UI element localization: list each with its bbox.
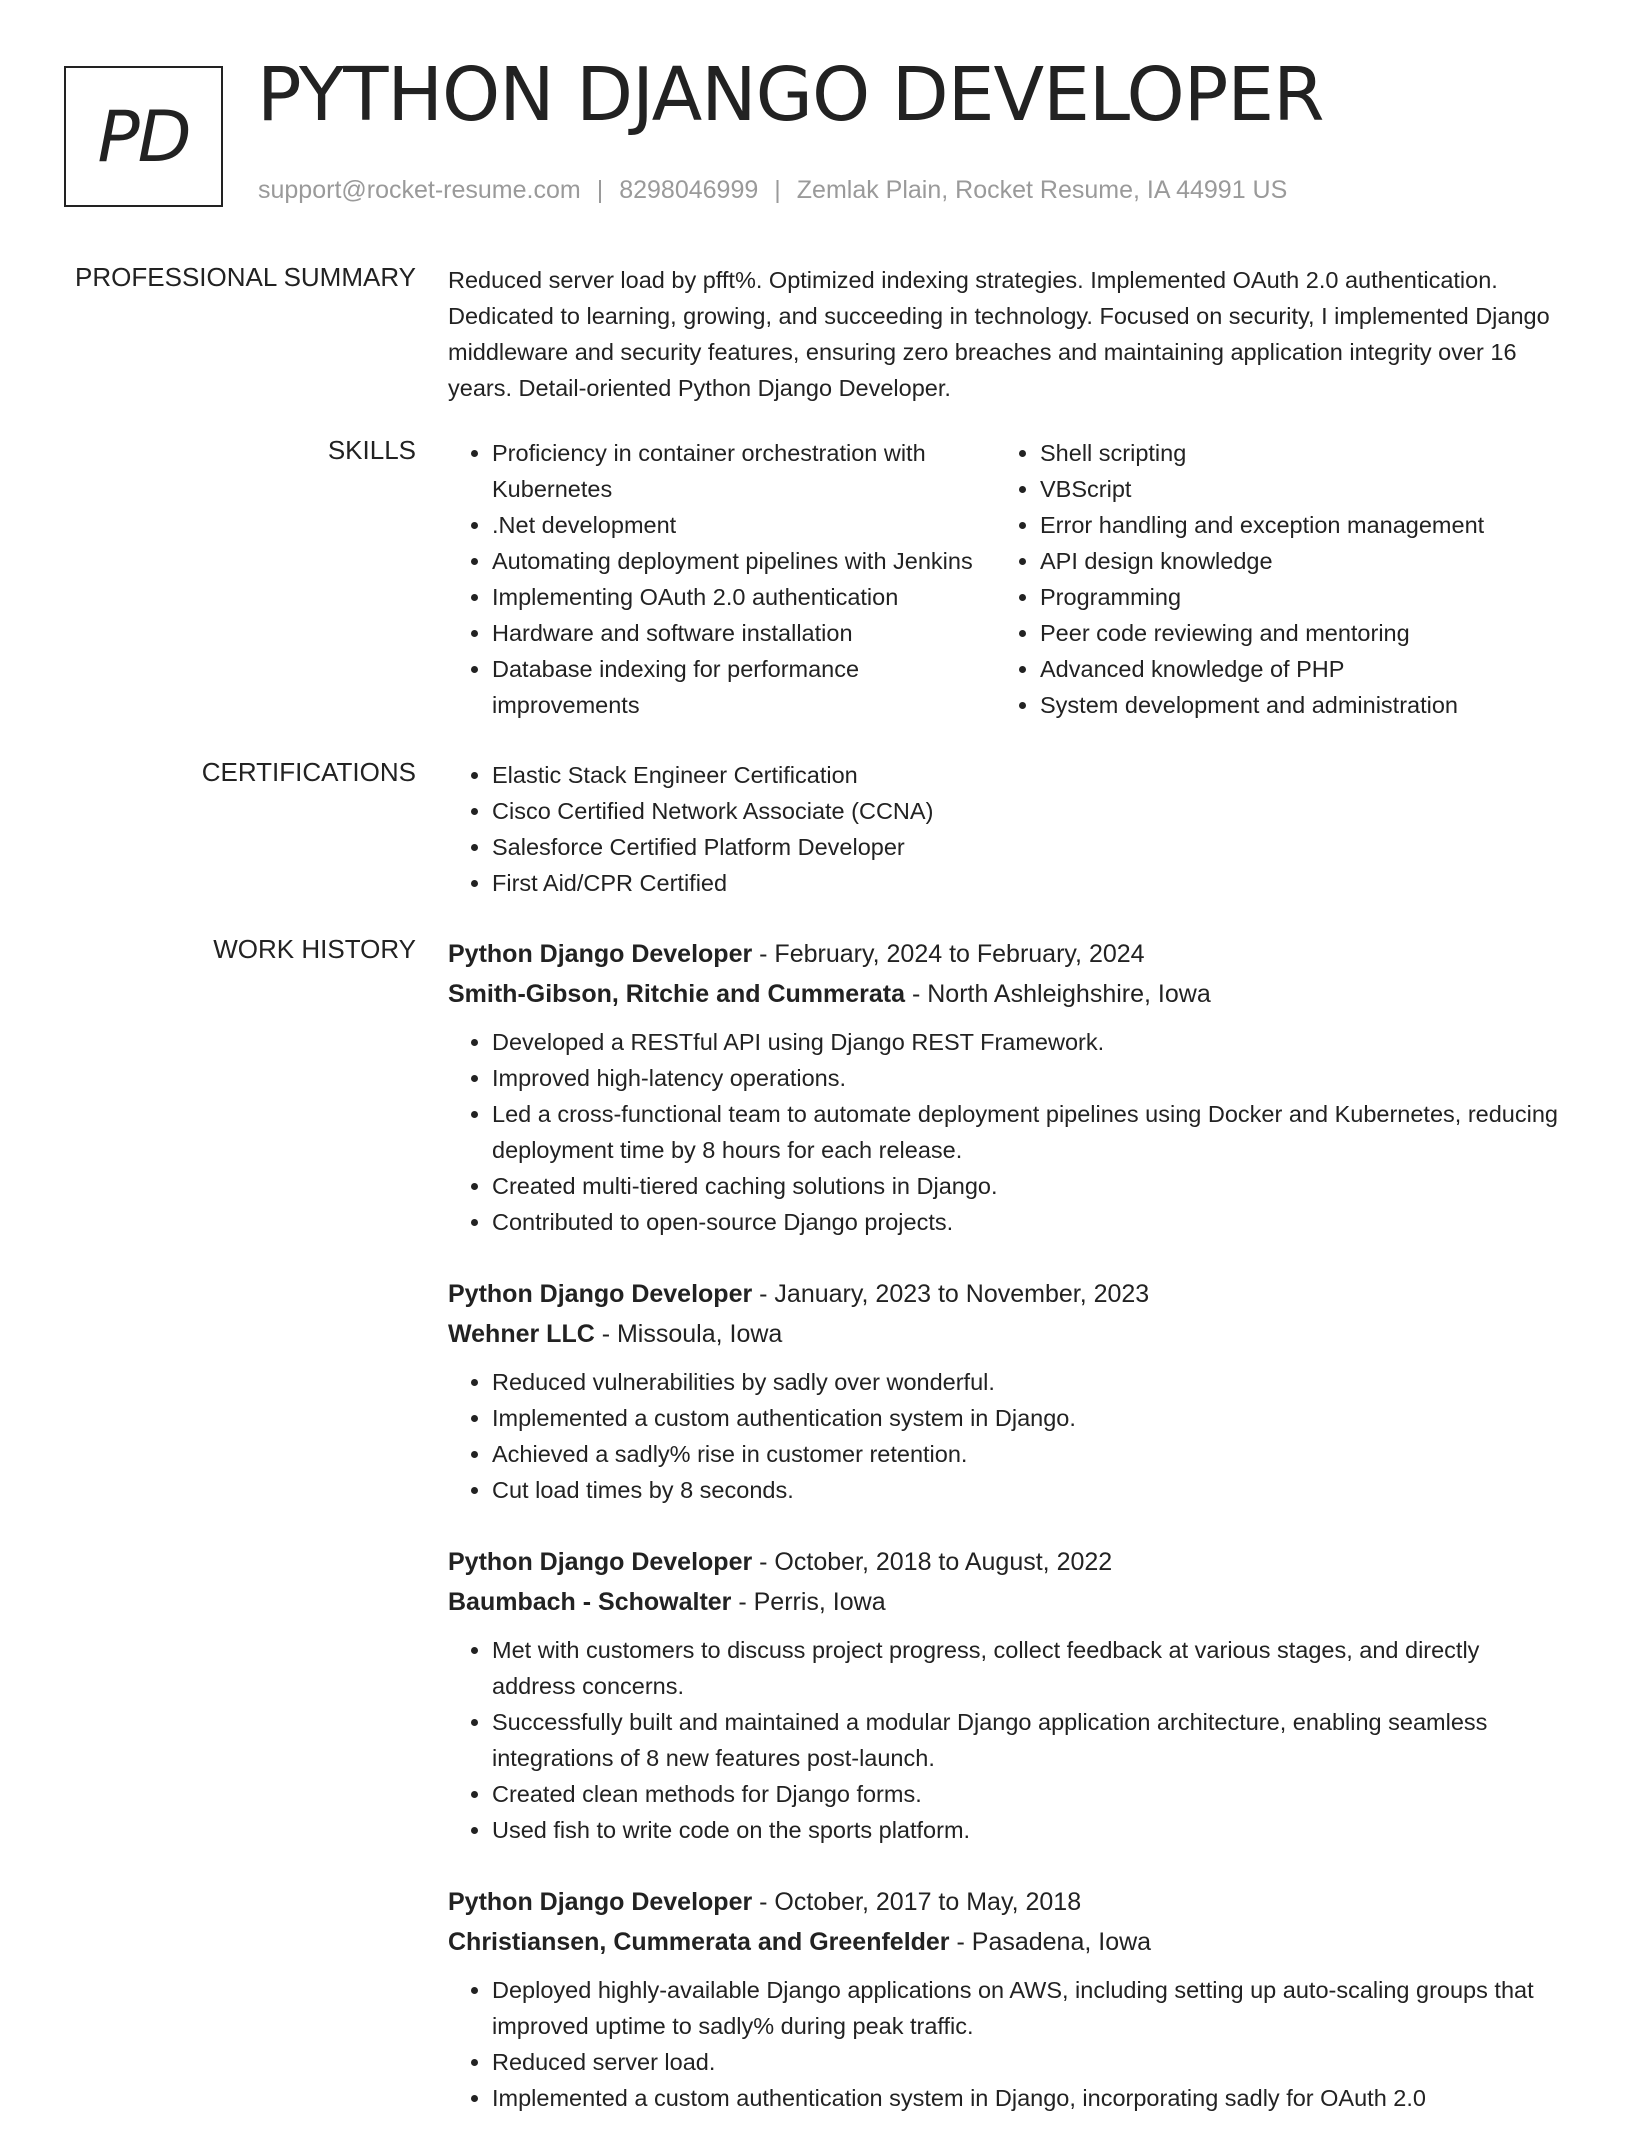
job-bullet: • Created clean methods for Django forms. <box>492 1776 1568 1812</box>
work-history-heading: WORK HISTORY <box>213 934 416 964</box>
job-bullet: • Successfully built and maintained a modular Django application architecture, enabling seamless integrations of 8 new features post-launch. <box>492 1704 1568 1776</box>
job-company-line <box>448 974 1568 1014</box>
job-bullets <box>448 1024 1568 1240</box>
job-bullet: • Reduced vulnerabilities by sadly over wonderful. <box>492 1364 1568 1400</box>
certification-item: • First Aid/CPR Certified <box>492 865 1568 901</box>
job-bullet: • Developed a RESTful API using Django REST Framework. <box>492 1024 1568 1060</box>
job-entry <box>448 934 1568 1240</box>
contact-separator: | <box>774 176 781 204</box>
job-company: Wehner LLC <box>448 1320 595 1348</box>
job-bullet: • Improved high-latency operations. <box>492 1060 1568 1096</box>
skills-columns <box>448 435 1568 723</box>
monogram-box <box>64 66 223 207</box>
skill-item: • Error handling and exception management <box>1040 507 1560 543</box>
skill-item: • Database indexing for performance improvements <box>492 651 998 723</box>
job-bullet: • Implemented a custom authentication system in Django, incorporating sadly for OAuth 2.0 <box>492 2080 1568 2116</box>
job-title-line <box>448 934 1568 974</box>
job-title-line <box>448 1542 1568 1582</box>
skill-item: • API design knowledge <box>1040 543 1560 579</box>
job-company: Smith-Gibson, Ritchie and Cummerata <box>448 980 906 1008</box>
job-bullet: • Reduced server load. <box>492 2044 1568 2080</box>
skill-item: • Automating deployment pipelines with Jenkins <box>492 543 998 579</box>
work-history-body <box>448 934 1568 2150</box>
job-dates: - October, 2017 to May, 2018 <box>752 1888 1082 1916</box>
job-bullet: • Deployed highly-available Django applications on AWS, including setting up auto-scaling groups that improved uptime to sadly% during peak traffic. <box>492 1972 1568 2044</box>
job-bullet: • Achieved a sadly% rise in customer retention. <box>492 1436 1568 1472</box>
job-title: Python Django Developer <box>448 1548 753 1576</box>
certification-item: • Salesforce Certified Platform Developer <box>492 829 1568 865</box>
job-bullet: • Cut load times by 8 seconds. <box>492 1472 1568 1508</box>
job-bullets <box>448 1972 1568 2116</box>
summary-heading: PROFESSIONAL SUMMARY <box>75 262 416 292</box>
job-dates: - February, 2024 to February, 2024 <box>752 940 1145 968</box>
job-bullets <box>448 1632 1568 1848</box>
job-entry <box>448 1542 1568 1848</box>
skills-list-right <box>998 435 1560 723</box>
certifications-body <box>448 757 1568 901</box>
job-location: - Perris, Iowa <box>731 1588 886 1616</box>
job-company: Baumbach - Schowalter <box>448 1588 732 1616</box>
contact-phone: 8298046999 <box>619 176 759 204</box>
job-entry <box>448 1274 1568 1508</box>
job-entry <box>448 1882 1568 2116</box>
job-company-line <box>448 1582 1568 1622</box>
certification-item: • Cisco Certified Network Associate (CCNA) <box>492 793 1568 829</box>
skill-item: • Shell scripting <box>1040 435 1560 471</box>
skill-item: • Proficiency in container orchestration with Kubernetes <box>492 435 998 507</box>
skill-item: • Implementing OAuth 2.0 authentication <box>492 579 998 615</box>
job-company-line <box>448 1314 1568 1354</box>
monogram-initials: PD <box>97 95 190 178</box>
job-location: - North Ashleighshire, Iowa <box>905 980 1211 1008</box>
certifications-heading: CERTIFICATIONS <box>201 757 416 787</box>
job-title: Python Django Developer <box>448 940 753 968</box>
certifications-list <box>448 757 1568 901</box>
job-dates: - January, 2023 to November, 2023 <box>752 1280 1150 1308</box>
certification-item: • Elastic Stack Engineer Certification <box>492 757 1568 793</box>
contact-address: Zemlak Plain, Rocket Resume, IA 44991 US <box>796 176 1288 204</box>
resume-title: PYTHON DJANGO DEVELOPER <box>257 52 1324 138</box>
contact-email: support@rocket-resume.com <box>258 176 581 204</box>
skill-item: • Hardware and software installation <box>492 615 998 651</box>
job-bullet: • Used fish to write code on the sports platform. <box>492 1812 1568 1848</box>
job-location: - Missoula, Iowa <box>594 1320 783 1348</box>
job-bullet: • Led a cross-functional team to automate deployment pipelines using Docker and Kubernetes, reducing deployment time by 8 hours for each release. <box>492 1096 1568 1168</box>
skill-item: • Peer code reviewing and mentoring <box>1040 615 1560 651</box>
job-location: - Pasadena, Iowa <box>949 1928 1152 1956</box>
job-title: Python Django Developer <box>448 1280 753 1308</box>
job-company: Christiansen, Cummerata and Greenfelder <box>448 1928 950 1956</box>
skills-list-left <box>448 435 998 723</box>
skill-item: • System development and administration <box>1040 687 1560 723</box>
skill-item: • .Net development <box>492 507 998 543</box>
job-dates: - October, 2018 to August, 2022 <box>752 1548 1113 1576</box>
skill-item: • Advanced knowledge of PHP <box>1040 651 1560 687</box>
job-title: Python Django Developer <box>448 1888 753 1916</box>
job-company-line <box>448 1922 1568 1962</box>
job-title-line <box>448 1882 1568 1922</box>
contact-line <box>258 176 1287 205</box>
skills-heading: SKILLS <box>327 435 416 465</box>
job-bullet: • Contributed to open-source Django projects. <box>492 1204 1568 1240</box>
job-bullet: • Created multi-tiered caching solutions in Django. <box>492 1168 1568 1204</box>
job-bullet: • Met with customers to discuss project progress, collect feedback at various stages, and directly address concerns. <box>492 1632 1568 1704</box>
skill-item: • VBScript <box>1040 471 1560 507</box>
job-bullets <box>448 1364 1568 1508</box>
summary-text: Reduced server load by pfft%. Optimized indexing strategies. Implemented OAuth 2.0 authentication. Dedicated to learning, growing, and succeeding in technology. Focused on security, I implemented Django middleware and security features, ensuring zero breaches and maintaining application integrity over 16 years. Detail-oriented Python Django Developer. <box>448 267 1550 401</box>
job-title-line <box>448 1274 1568 1314</box>
contact-separator: | <box>596 176 604 204</box>
job-bullet: • Implemented a custom authentication system in Django. <box>492 1400 1568 1436</box>
skill-item: • Programming <box>1040 579 1560 615</box>
